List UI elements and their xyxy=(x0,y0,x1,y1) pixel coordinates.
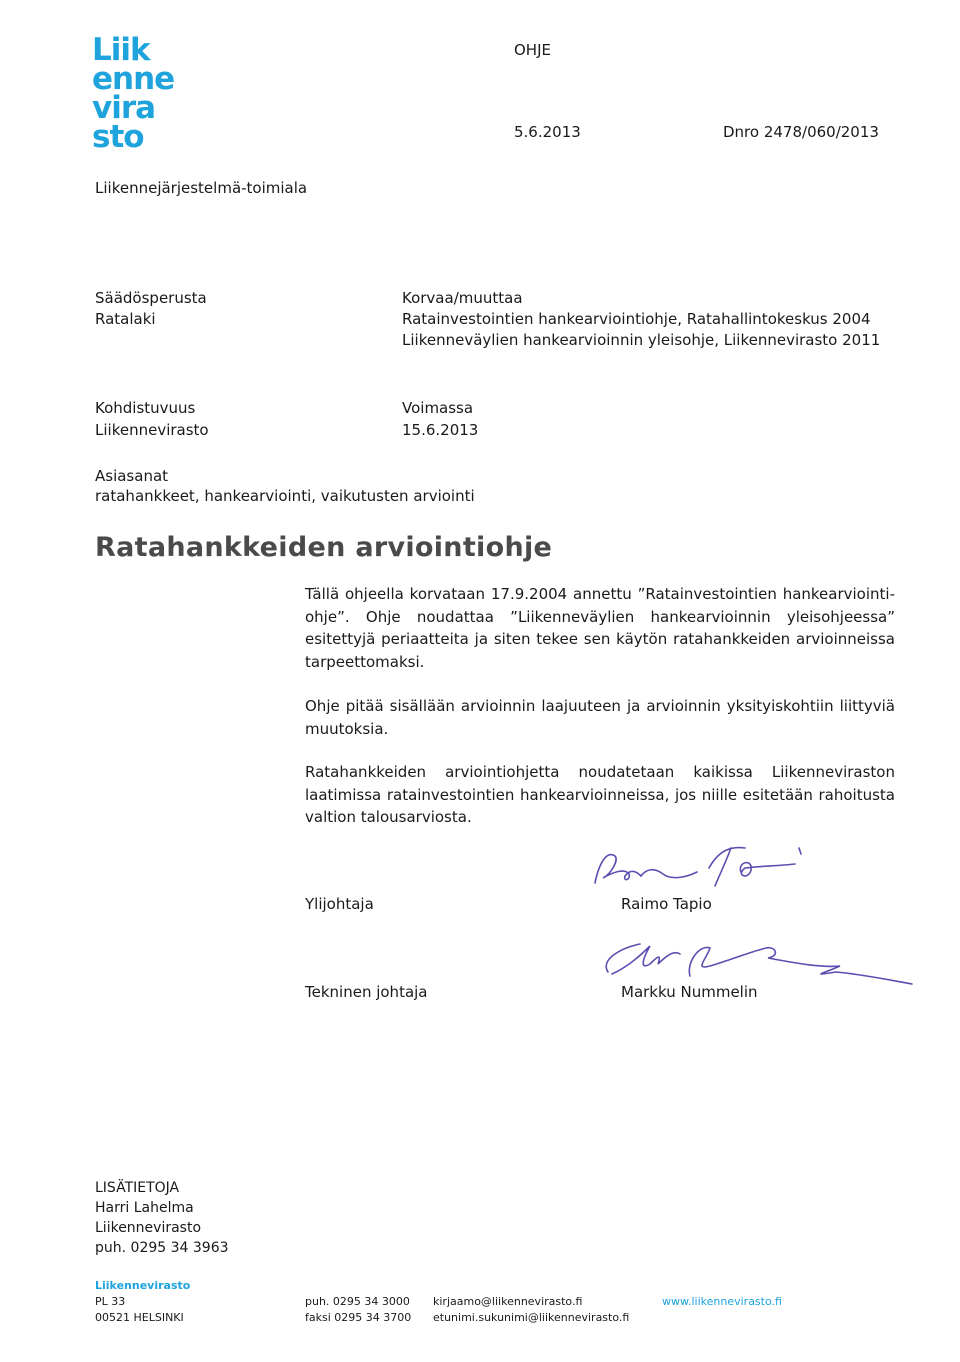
logo-line: Liik xyxy=(92,32,150,68)
signature-raimo-tapio xyxy=(585,828,835,898)
footer-phone: puh. 0295 34 3000 xyxy=(305,1295,410,1308)
contact-name: Harri Lahelma xyxy=(95,1200,194,1216)
footer-address: PL 33 xyxy=(95,1295,126,1308)
document-date: 5.6.2013 xyxy=(514,123,581,141)
footer-email-link[interactable]: kirjaamo@liikennevirasto.fi xyxy=(433,1295,583,1308)
document-number: Dnro 2478/060/2013 xyxy=(723,123,879,141)
basis-value: Ratalaki xyxy=(95,310,156,328)
body-paragraph: Ratahankkeiden arviointiohjetta noudatetaan kaikissa Liikenneviraston laatimissa ratainvestointien hankearvioinneissa, jos niille esitetään rahoitusta valtion talousarviosta. xyxy=(305,763,895,826)
replaces-label: Korvaa/muuttaa xyxy=(402,289,523,307)
footer-website-link[interactable]: www.liikennevirasto.fi xyxy=(662,1295,782,1308)
replaces-line: Ratainvestointien hankearviointiohje, Ratahallintokeskus 2004 xyxy=(402,310,871,328)
signature-name: Raimo Tapio xyxy=(621,895,712,913)
scope-label: Kohdistuvuus xyxy=(95,399,196,417)
keywords-value: ratahankkeet, hankearviointi, vaikutusten arviointi xyxy=(95,487,475,505)
body-paragraph: Ohje pitää sisällään arvioinnin laajuuteen ja arvioinnin yksityiskohtiin liittyviä muutoksia. xyxy=(305,697,895,738)
signature-role: Ylijohtaja xyxy=(305,895,374,913)
document-title: Ratahankkeiden arviointiohje xyxy=(95,532,553,563)
keywords-label: Asiasanat xyxy=(95,467,169,485)
contact-phone: puh. 0295 34 3963 xyxy=(95,1240,229,1256)
body-paragraph: Tällä ohjeella korvataan 17.9.2004 annettu ”Ratainvestointien hankearviointi-ohje”. Ohje noudattaa ”Liikenneväylien hankearvioinnin yleisohjeessa” esitettyjä periaatteita ja siten tekee sen käytön ratahankkeiden arvioinneissa tarpeettomaksi. xyxy=(305,585,895,671)
liikennevirasto-logo xyxy=(92,32,202,155)
logo-line: sto xyxy=(92,119,144,155)
logo-line: vira xyxy=(92,90,156,126)
scope-value: Liikennevirasto xyxy=(95,421,209,439)
footer-email-link[interactable]: etunimi.sukunimi@liikennevirasto.fi xyxy=(433,1311,630,1324)
footer-org: Liikennevirasto xyxy=(95,1279,191,1292)
contact-heading: LISÄTIETOJA xyxy=(95,1180,180,1196)
signature-name: Markku Nummelin xyxy=(621,983,758,1001)
replaces-line: Liikenneväylien hankearvioinnin yleisohje, Liikennevirasto 2011 xyxy=(402,331,881,349)
division: Liikennejärjestelmä-toimiala xyxy=(95,179,308,197)
valid-value: 15.6.2013 xyxy=(402,421,479,439)
document-type: OHJE xyxy=(514,41,551,59)
basis-label: Säädösperusta xyxy=(95,289,207,307)
footer-fax: faksi 0295 34 3700 xyxy=(305,1311,412,1324)
contact-org: Liikennevirasto xyxy=(95,1220,202,1236)
valid-label: Voimassa xyxy=(402,399,474,417)
signature-role: Tekninen johtaja xyxy=(305,983,428,1001)
footer-postcode: 00521 HELSINKI xyxy=(95,1311,184,1324)
logo-line: enne xyxy=(92,61,175,97)
